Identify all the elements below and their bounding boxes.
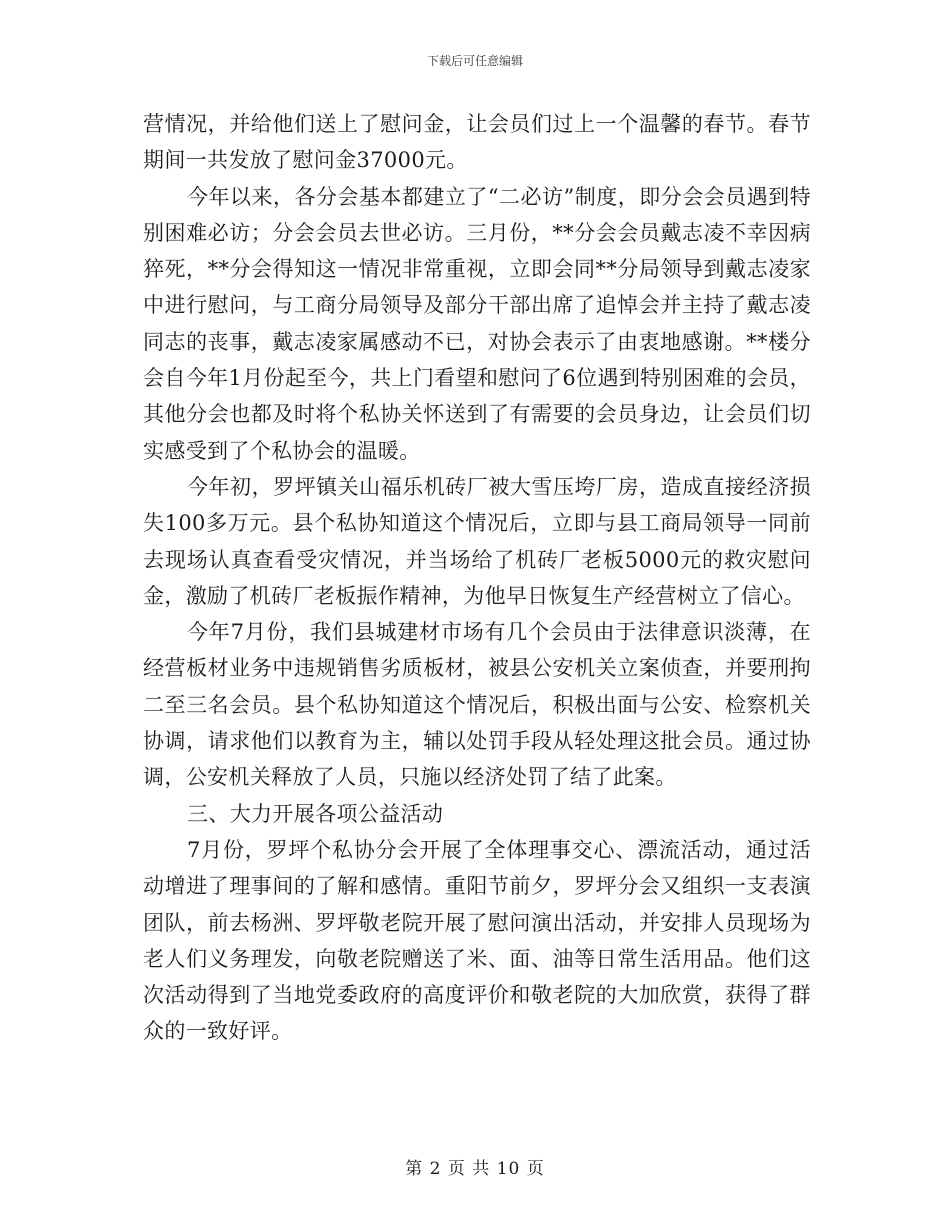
- page-header: 下载后可任意编辑: [426, 54, 523, 68]
- document-body: [143, 106, 811, 1050]
- section-heading: 三、大力开展各项公益活动: [187, 801, 444, 826]
- paragraph-4: 今年7月份，我们县城建材市场有几个会员由于法律意识淡薄，在经营板材业务中违规销售劣质板材，被县公安机关立案侦查，并要刑拘二至三名会员。县个私协知道这个情况后，积极出面与公安、检察机关协调，请求他们以教育为主，辅以处罚手段从轻处理这批会员。通过协调，公安机关释放了人员，只施以经济处罚了结了此案。: [143, 620, 811, 790]
- paragraph-1: 营情况，并给他们送上了慰问金，让会员们过上一个温馨的春节。春节期间一共发放了慰问金37000元。: [143, 112, 811, 173]
- paragraph-5: 7月份，罗坪个私协分会开展了全体理事交心、漂流活动，通过活动增进了理事间的了解和感情。重阳节前夕，罗坪分会又组织一支表演团队，前去杨洲、罗坪敬老院开展了慰问演出活动，并安排人员现场为老人们义务理发，向敬老院赠送了米、面、油等日常生活用品。他们这次活动得到了当地党委政府的高度评价和敬老院的大加欣赏，获得了群众的一致好评。: [143, 837, 811, 1044]
- paragraph-2: 今年以来，各分会基本都建立了“二必访”制度，即分会会员遇到特别困难必访；分会会员去世必访。三月份，**分会会员戴志凌不幸因病猝死，**分会得知这一情况非常重视，立即会同**分局领导到戴志凌家中进行慰问，与工商分局领导及部分干部出席了追悼会并主持了戴志凌同志的丧事，戴志凌家属感动不已，对协会表示了由衷地感谢。**楼分会自今年1月份起至今，共上门看望和慰问了6位遇到特别困难的会员，其他分会也都及时将个私协关怀送到了有需要的会员身边，让会员们切实感受到了个私协会的温暖。: [143, 184, 811, 463]
- page-number: 第 2 页 共 10 页: [405, 1159, 545, 1179]
- paragraph-3: 今年初，罗坪镇关山福乐机砖厂被大雪压垮厂房，造成直接经济损失100多万元。县个私协知道这个情况后，立即与县工商局领导一同前去现场认真查看受灾情况，并当场给了机砖厂老板5000元的救灾慰问金，激励了机砖厂老板振作精神，为他早日恢复生产经营树立了信心。: [143, 474, 811, 608]
